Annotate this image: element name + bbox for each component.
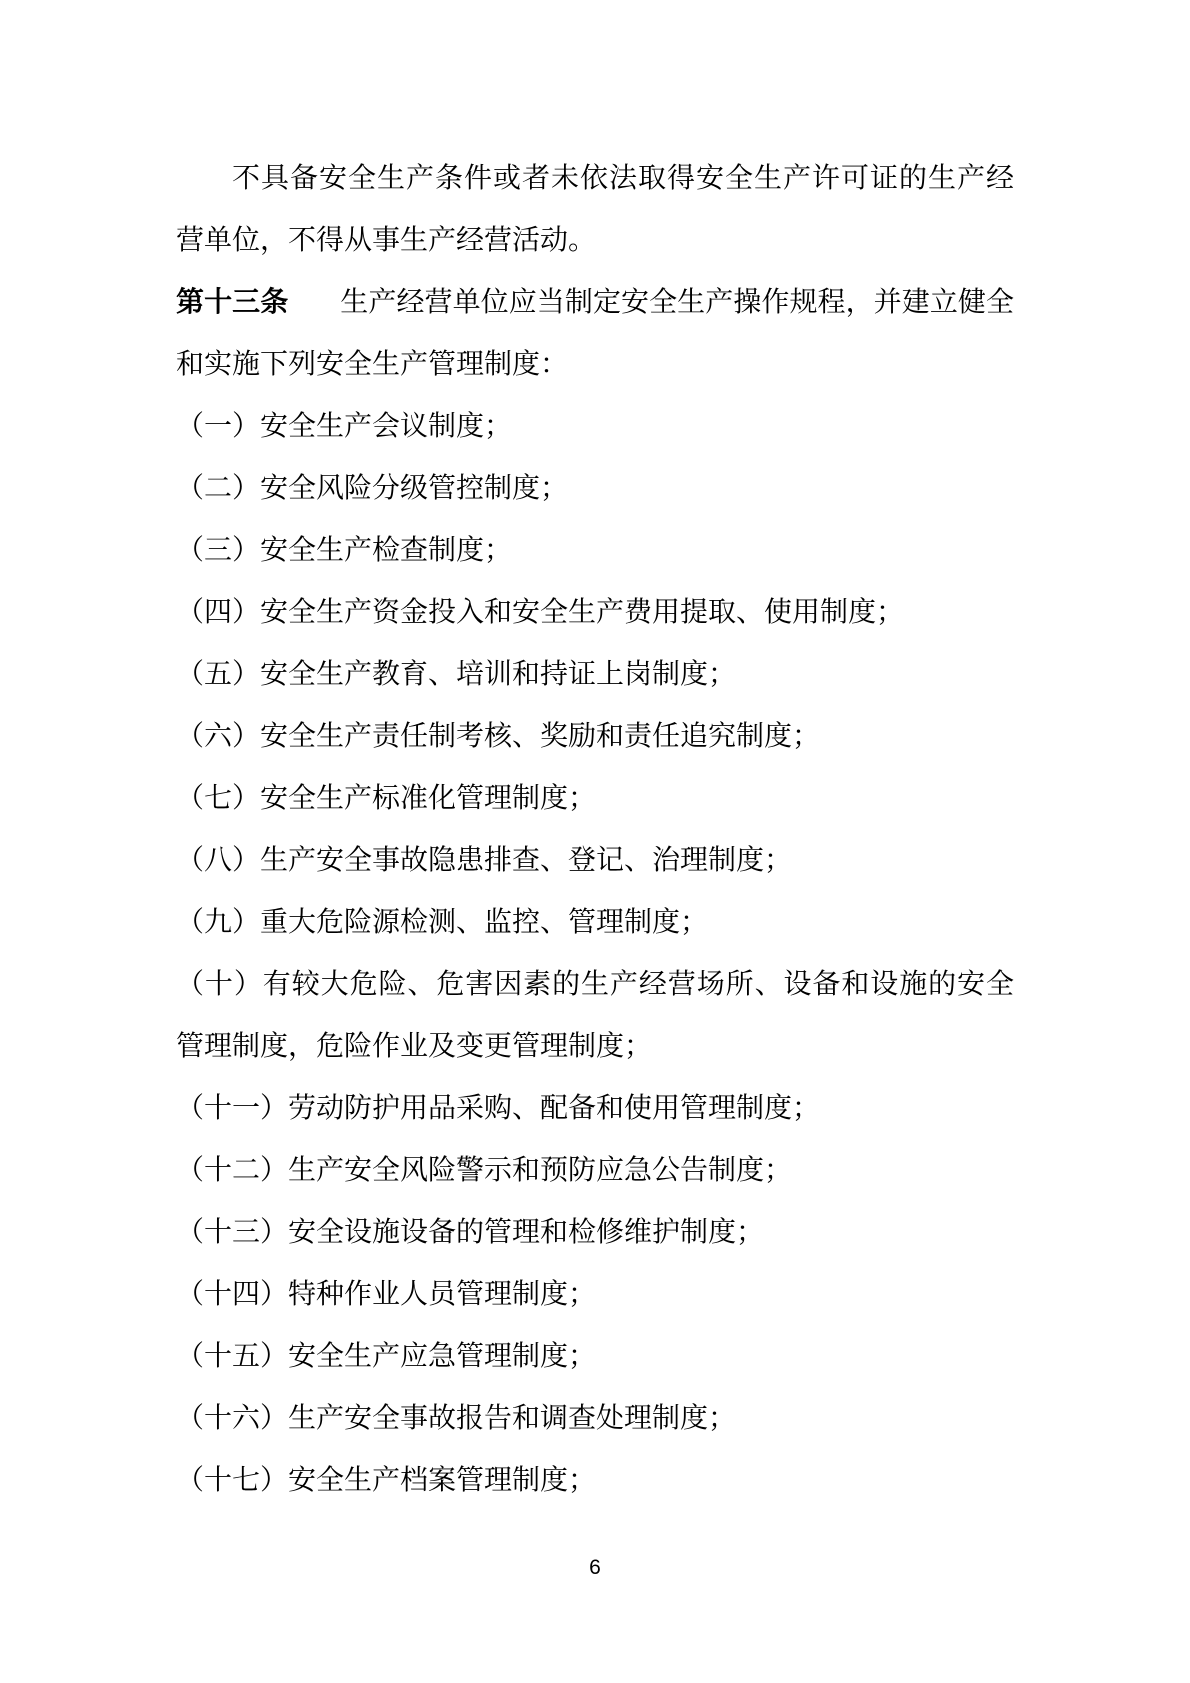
list-item-9: （九）重大危险源检测、监控、管理制度； [176,907,709,938]
article-13-text: 生产经营单位应当制定安全生产操作规程，并建立健全和实施下列安全生产管理制度： [176,287,1014,380]
body-paragraph-no-license: 不具备安全生产条件或者未依法取得安全生产许可证的生产经营单位，不得从事生产经营活动。 [176,163,1014,256]
page-number: 6 [589,1556,601,1579]
list-item-14: （十四）特种作业人员管理制度； [176,1279,597,1310]
list-item-15: （十五）安全生产应急管理制度； [176,1341,597,1372]
list-item-12: （十二）生产安全风险警示和预防应急公告制度； [176,1155,793,1186]
document-page-content [176,148,1014,1512]
list-item-5: （五）安全生产教育、培训和持证上岗制度； [176,659,737,690]
article-number-label: 第十三条 [176,287,289,318]
list-item-11: （十一）劳动防护用品采购、配备和使用管理制度； [176,1093,821,1124]
list-item-10: （十）有较大危险、危害因素的生产经营场所、设备和设施的安全管理制度，危险作业及变更管理制度； [176,969,1014,1062]
page-footer [0,1556,1190,1580]
list-item-7: （七）安全生产标准化管理制度； [176,783,597,814]
list-item-8: （八）生产安全事故隐患排查、登记、治理制度； [176,845,793,876]
list-item-17: （十七）安全生产档案管理制度； [176,1465,597,1496]
list-item-13: （十三）安全设施设备的管理和检修维护制度； [176,1217,765,1248]
list-item-6: （六）安全生产责任制考核、奖励和责任追究制度； [176,721,821,752]
list-item-1: （一）安全生产会议制度； [176,411,513,442]
list-item-3: （三）安全生产检查制度； [176,535,513,566]
list-item-16: （十六）生产安全事故报告和调查处理制度； [176,1403,737,1434]
article-13-paragraph [176,272,1014,396]
list-item-2: （二）安全风险分级管控制度； [176,473,569,504]
list-item-4: （四）安全生产资金投入和安全生产费用提取、使用制度； [176,597,905,628]
